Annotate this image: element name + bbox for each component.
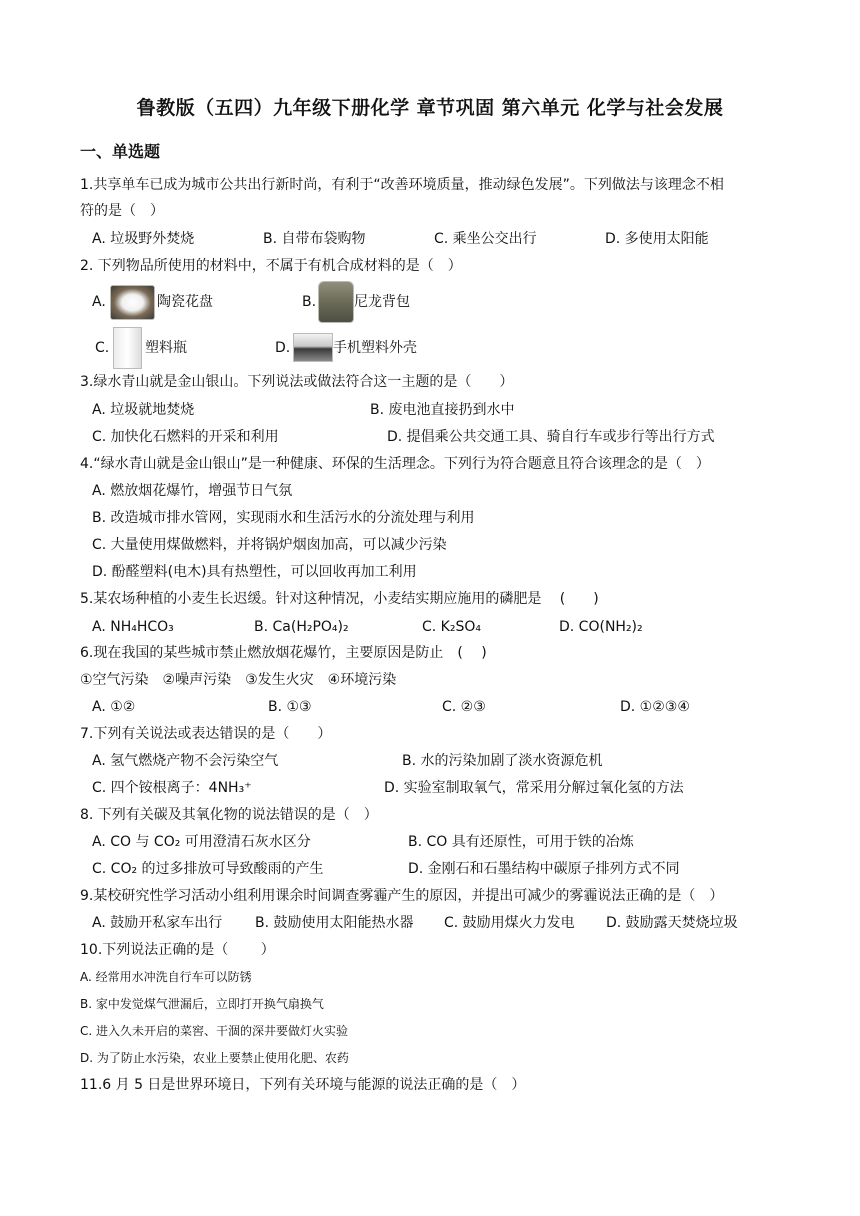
question-2-option-d-text: 手机塑料外壳 bbox=[333, 340, 417, 356]
question-10-stem: 10.下列说法正确的是（ ） bbox=[80, 942, 275, 958]
question-10-option-b: B. 家中发觉煤气泄漏后，立即打开换气扇换气 bbox=[80, 997, 324, 1011]
question-4-stem: 4.“绿水青山就是金山银山”是一种健康、环保的生活理念。下列行为符合题意且符合该理念的是（ ） bbox=[80, 456, 710, 472]
question-2-option-c-text: 塑料瓶 bbox=[145, 340, 187, 356]
question-2-option-a-text: 陶瓷花盘 bbox=[157, 294, 213, 310]
plastic-bottle-image bbox=[113, 327, 142, 369]
question-3-option-d: D. 提倡乘公共交通工具、骑自行车或步行等出行方式 bbox=[387, 429, 715, 445]
question-8-stem: 8. 下列有关碳及其氧化物的说法错误的是（ ） bbox=[80, 807, 378, 823]
question-5-option-b: B. Ca(H₂PO₄)₂ bbox=[254, 619, 349, 635]
question-6-option-a: A. ①② bbox=[92, 699, 136, 715]
question-10-option-d: D. 为了防止水污染，农业上要禁止使用化肥、农药 bbox=[80, 1051, 349, 1065]
question-6-stem: 6.现在我国的某些城市禁止燃放烟花爆竹，主要原因是防止 ( ) bbox=[80, 645, 487, 661]
question-5-option-d: D. CO(NH₂)₂ bbox=[559, 619, 643, 635]
question-7-option-b: B. 水的污染加剧了淡水资源危机 bbox=[402, 753, 603, 769]
question-8-option-a: A. CO 与 CO₂ 可用澄清石灰水区分 bbox=[92, 834, 311, 850]
question-2-option-a-letter: A. bbox=[92, 294, 106, 310]
question-10-option-c: C. 进入久未开启的菜窖、干涸的深井要做灯火实验 bbox=[80, 1024, 349, 1038]
question-3-stem: 3.绿水青山就是金山银山。下列说法或做法符合这一主题的是（ ） bbox=[80, 374, 514, 390]
section-heading: 一、单选题 bbox=[80, 142, 161, 161]
question-6-items: ①空气污染 ②噪声污染 ③发生火灾 ④环境污染 bbox=[80, 672, 397, 688]
question-1-option-d: D. 多使用太阳能 bbox=[605, 231, 709, 247]
question-5-option-c: C. K₂SO₄ bbox=[422, 619, 481, 635]
question-9-option-a: A. 鼓励开私家车出行 bbox=[92, 915, 223, 931]
question-4-option-c: C. 大量使用煤做燃料，并将锅炉烟囱加高，可以减少污染 bbox=[92, 537, 447, 553]
question-1-option-c: C. 乘坐公交出行 bbox=[434, 231, 537, 247]
phone-case-image bbox=[293, 333, 333, 362]
question-8-option-b: B. CO 具有还原性，可用于铁的冶炼 bbox=[408, 834, 634, 850]
question-3-option-c: C. 加快化石燃料的开采和利用 bbox=[92, 429, 279, 445]
question-9-option-c: C. 鼓励用煤火力发电 bbox=[444, 915, 575, 931]
question-6-option-d: D. ①②③④ bbox=[620, 699, 690, 715]
question-4-option-d: D. 酚醛塑料(电木)具有热塑性，可以回收再加工利用 bbox=[92, 564, 417, 580]
question-2-option-b-letter: B. bbox=[302, 294, 317, 310]
question-1-option-b: B. 自带布袋购物 bbox=[263, 231, 366, 247]
question-4-option-a: A. 燃放烟花爆竹，增强节日气氛 bbox=[92, 483, 293, 499]
question-6-option-b: B. ①③ bbox=[268, 699, 312, 715]
question-4-option-b: B. 改造城市排水管网，实现雨水和生活污水的分流处理与利用 bbox=[92, 510, 475, 526]
question-7-stem: 7.下列有关说法或表达错误的是（ ） bbox=[80, 726, 332, 742]
question-6-option-c: C. ②③ bbox=[442, 699, 486, 715]
question-7-option-d: D. 实验室制取氧气，常采用分解过氧化氢的方法 bbox=[384, 780, 684, 796]
nylon-backpack-image bbox=[318, 281, 354, 323]
question-8-option-d: D. 金刚石和石墨结构中碳原子排列方式不同 bbox=[408, 861, 680, 877]
question-3-option-a: A. 垃圾就地焚烧 bbox=[92, 402, 195, 418]
question-2-stem: 2. 下列物品所使用的材料中，不属于有机合成材料的是（ ） bbox=[80, 258, 462, 274]
question-7-option-c: C. 四个铵根离子：4NH₃⁺ bbox=[92, 780, 252, 796]
question-9-stem: 9.某校研究性学习活动小组利用课余时间调查雾霾产生的原因，并提出可减少的雾霾说法正确的是（ ） bbox=[80, 888, 724, 904]
question-2-option-d-letter: D. bbox=[275, 340, 291, 356]
question-8-option-c: C. CO₂ 的过多排放可导致酸雨的产生 bbox=[92, 861, 324, 877]
question-7-option-a: A. 氢气燃烧产物不会污染空气 bbox=[92, 753, 279, 769]
question-2-option-c-letter: C. bbox=[95, 340, 110, 356]
question-2-option-b-text: 尼龙背包 bbox=[354, 294, 410, 310]
ceramic-plate-image bbox=[110, 285, 155, 320]
question-3-option-b: B. 废电池直接扔到水中 bbox=[370, 402, 515, 418]
question-9-option-b: B. 鼓励使用太阳能热水器 bbox=[255, 915, 414, 931]
question-1-option-a: A. 垃圾野外焚烧 bbox=[92, 231, 195, 247]
question-5-stem: 5.某农场种植的小麦生长迟缓。针对这种情况，小麦结实期应施用的磷肥是 ( ) bbox=[80, 591, 599, 607]
question-1-stem-line1: 1.共享单车已成为城市公共出行新时尚，有利于“改善环境质量，推动绿色发展”。下列做法与该理念不相 bbox=[80, 177, 724, 193]
question-11-stem: 11.6 月 5 日是世界环境日，下列有关环境与能源的说法正确的是（ ） bbox=[80, 1077, 526, 1093]
question-1-stem-line2: 符的是（ ） bbox=[80, 203, 164, 219]
question-9-option-d: D. 鼓励露天焚烧垃圾 bbox=[606, 915, 738, 931]
question-5-option-a: A. NH₄HCO₃ bbox=[92, 619, 174, 635]
question-10-option-a: A. 经常用水冲洗自行车可以防锈 bbox=[80, 970, 252, 984]
document-title: 鲁教版（五四）九年级下册化学 章节巩固 第六单元 化学与社会发展 bbox=[136, 97, 724, 119]
